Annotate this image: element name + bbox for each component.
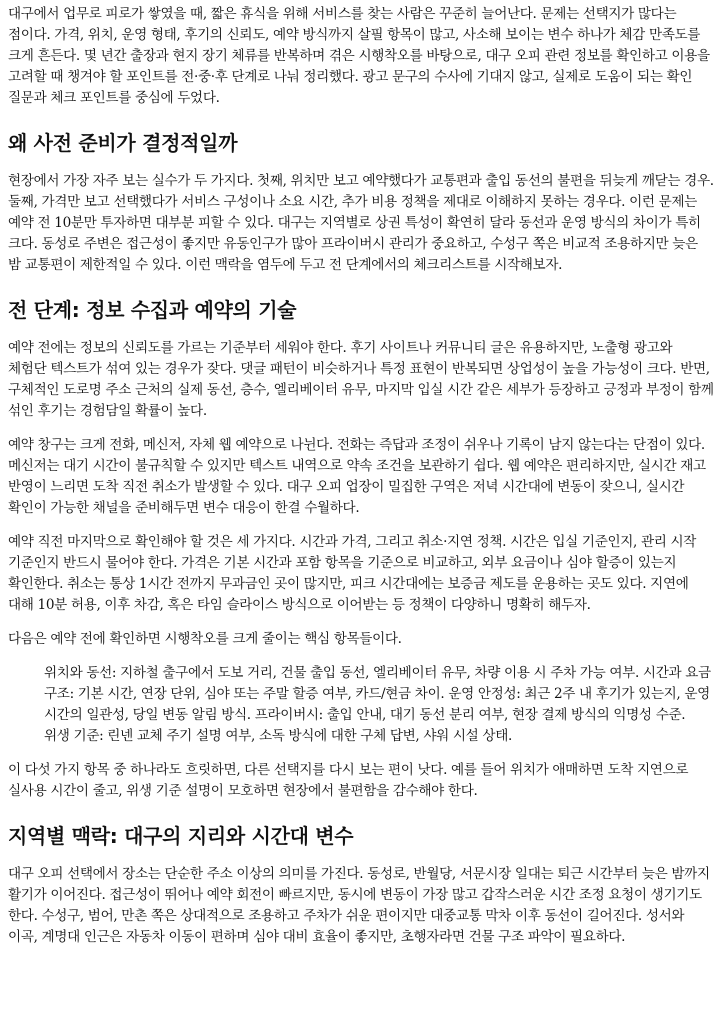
section-heading-regional: 지역별 맥락: 대구의 지리와 시간대 변수 (8, 824, 354, 848)
section-heading-before-stage: 전 단계: 정보 수집과 예약의 기술 (8, 298, 297, 322)
intro-paragraph: 대구에서 업무로 피로가 쌓였을 때, 짧은 휴식을 위해 서비스를 찾는 사람은 꾸준히 늘어난다. 문제는 선택지가 많다는 점이다. 가격, 위치, 운영 형태, 후기의 신뢰도, 예약 방식까지 살필 항목이 많고, 사소해 보이는 변수 하나가 체감 만족도를 크게 흔든다. 몇 년간 출장과 현지 장기 체류를 반복하며 겪은 시행착오를 바탕으로, 대구 오피 관련 정보를 확인하고 이용을 고려할 때 챙겨야 할 포인트를 전·중·후 단계로 나눠 정리했다. 광고 문구의 수사에 기대지 않고, 실제로 도움이 되는 확인 질문과 체크 포인트를 중심에 두었다. (8, 6, 710, 106)
checklist-item-privacy: 프라이버시: 출입 안내, 대기 동선 분리 여부, 현장 결제 방식의 익명성 수준. (254, 707, 686, 723)
booking-channels-paragraph: 예약 창구는 크게 전화, 메신저, 자체 웹 예약으로 나뉜다. 전화는 즉답과 조정이 쉬우나 기록이 남지 않는다는 단점이 있다. 메신저는 대기 시간이 불규칙할 수 있지만 텍스트 내역으로 약속 조건을 보관하기 쉽다. 웹 예약은 편리하지만, 실시간 재고 반영이 느리면 도착 직전 취소가 발생할 수 있다. 대구 오피 업장이 밀집한 구역은 저녁 시간대에 변동이 잦으니, 실시간 확인이 가능한 채널을 준비해두면 변수 대응이 한결 수월하다. (8, 437, 706, 516)
section-heading-preparation: 왜 사전 준비가 결정적일까 (8, 131, 238, 155)
preparation-paragraph: 현장에서 가장 자주 보는 실수가 두 가지다. 첫째, 위치만 보고 예약했다가 교통편과 출입 동선의 불편을 뒤늦게 깨닫는 경우. 둘째, 가격만 보고 선택했다가 서비스 구성이나 소요 시간, 추가 비용 정책을 제대로 이해하지 못하는 경우다. 이런 문제는 예약 전 10분만 투자하면 대부분 피할 수 있다. 대구는 지역별로 상권 특성이 확연히 달라 동선과 운영 방식의 차이가 특히 크다. 동성로 주변은 접근성이 좋지만 유동인구가 많아 프라이버시 관리가 중요하고, 수성구 쪽은 비교적 조용하지만 늦은 밤 교통편이 제한적일 수 있다. 이런 맥락을 염두에 두고 전 단계에서의 체크리스트를 시작해보자. (8, 173, 714, 273)
checklist-item-location: 위치와 동선: 지하철 출구에서 도보 거리, 건물 출입 동선, 엘리베이터 유무, 차량 이용 시 주차 가능 여부. (44, 665, 639, 681)
checklist-item-stability: 운영 안정성: 최근 2주 내 후기가 있는지, 운영 시간의 일관성, 당일 변동 알림 방식. (44, 686, 710, 723)
info-reliability-paragraph: 예약 전에는 정보의 신뢰도를 가르는 기준부터 세워야 한다. 후기 사이트나 커뮤니티 글은 유용하지만, 노출형 광고와 체험단 텍스트가 섞여 있는 경우가 잦다. 댓글 패턴이 비슷하거나 특정 표현이 반복되면 상업성이 높을 가능성이 크다. 반면, 구체적인 도로명 주소 근처의 실제 동선, 층수, 엘리베이터 유무, 마지막 입실 시간 같은 세부가 등장하고 긍정과 부정이 함께 섞인 후기는 경험담일 확률이 높다. (8, 340, 714, 419)
regional-paragraph: 대구 오피 선택에서 장소는 단순한 주소 이상의 의미를 가진다. 동성로, 반월당, 서문시장 일대는 퇴근 시간부터 늦은 밤까지 활기가 이어진다. 접근성이 뛰어나 예약 회전이 빠르지만, 동시에 변동이 가장 많고 갑작스러운 시간 조정 요청이 생기기도 한다. 수성구, 범어, 만촌 쪽은 상대적으로 조용하고 주차가 쉬운 편이지만 대중교통 막차 이후 동선이 길어진다. 성서와 이곡, 계명대 인근은 자동차 이동이 편하며 심야 대비 효율이 좋지만, 초행자라면 건물 구조 파악이 필요하다. (8, 866, 710, 945)
checklist-item-hygiene: 위생 기준: 린넨 교체 주기 설명 여부, 소독 방식에 대한 구체 답변, 샤워 시설 상태. (44, 728, 512, 744)
checklist-intro-paragraph: 다음은 예약 전에 확인하면 시행착오를 크게 줄이는 핵심 항목들이다. (8, 631, 402, 647)
checklist-summary-paragraph: 이 다섯 가지 항목 중 하나라도 흐릿하면, 다른 선택지를 다시 보는 편이 낫다. 예를 들어 위치가 애매하면 도착 지연으로 실사용 시간이 줄고, 위생 기준 설명이 모호하면 현장에서 불편함을 감수해야 한다. (8, 762, 689, 799)
final-check-paragraph: 예약 직전 마지막으로 확인해야 할 것은 세 가지다. 시간과 가격, 그리고 취소·지연 정책. 시간은 입실 기준인지, 관리 시작 기준인지 반드시 물어야 한다. 가격은 기본 시간과 포함 항목을 기준으로 비교하고, 외부 요금이나 심야 할증이 있는지 확인한다. 취소는 통상 1시간 전까지 무과금인 곳이 많지만, 피크 시간대에는 보증금 제도를 운용하는 곳도 있다. 지연에 대해 10분 허용, 이후 차감, 혹은 타임 슬라이스 방식으로 이어받는 등 정책이 다양하니 명확히 해두자. (8, 534, 697, 613)
checklist (8, 663, 714, 747)
checklist-item-pricing: 시간과 요금 구조: 기본 시간, 연장 단위, 심야 또는 주말 할증 여부, 카드/현금 차이. (44, 665, 711, 702)
article (8, 4, 714, 948)
